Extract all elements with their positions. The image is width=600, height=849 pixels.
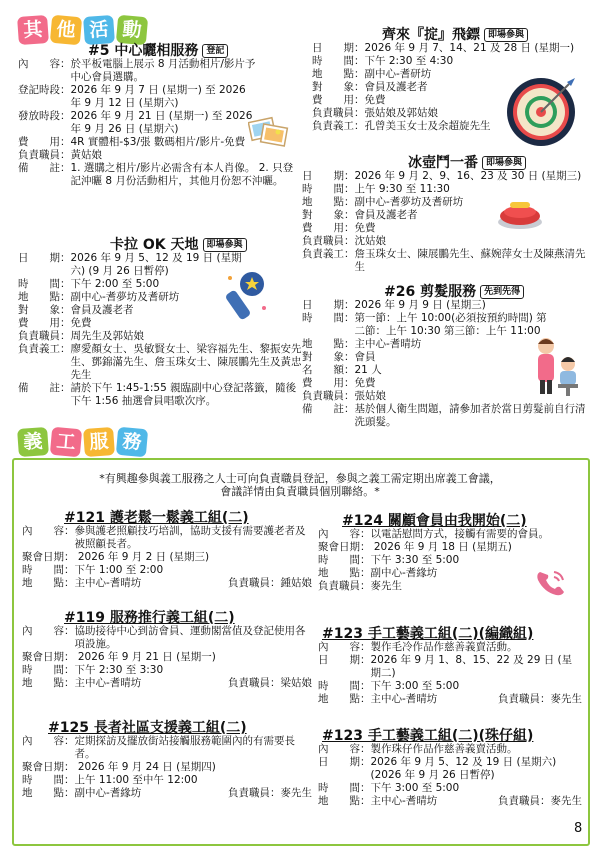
event-rows xyxy=(302,170,594,274)
row-label: 負責義工： xyxy=(18,343,71,355)
row-label: 費 用： xyxy=(18,317,71,329)
row-value: 21 人 xyxy=(354,364,382,376)
banner-char: 他 xyxy=(50,15,82,46)
row-label: 日 期： xyxy=(312,42,365,54)
banner-char: 服 xyxy=(83,427,115,457)
row-label: 內 容： xyxy=(22,735,75,747)
row-label: 日 期： xyxy=(302,299,355,311)
row-value: 副中心-耆研坊 xyxy=(364,68,432,80)
row-value: 2026 年 9 月 5、12 及 19 日 (星期六) (9 月 26 日暫停) xyxy=(70,252,242,277)
event-row xyxy=(18,149,258,162)
event-title-text: 卡拉 OK 天地 xyxy=(110,237,199,253)
row-label: 負責義工： xyxy=(302,248,355,260)
row-value: 製作珠仔作品作慈善義賣活動。 xyxy=(370,743,518,755)
row-label: 備 註： xyxy=(18,162,71,174)
row-label: 負責職員： xyxy=(302,390,355,402)
row-label: 名 額： xyxy=(302,364,355,376)
event-row xyxy=(302,196,594,209)
group-place-row xyxy=(318,795,582,808)
row-value: 於平板電腦上展示 8 月活動相片/影片予中心會員選購。 xyxy=(70,58,256,83)
photos-icon xyxy=(248,114,290,150)
row-label: 日 期： xyxy=(318,654,371,666)
event-rows xyxy=(18,58,294,188)
row-value: 下午 2:00 至 5:00 xyxy=(70,278,160,290)
group-place: 地 點：副中心-耆緣坊 xyxy=(318,567,438,579)
event-row xyxy=(18,343,302,382)
group-date: 聚會日期： 2026 年 9 月 24 日 (星期四) xyxy=(22,761,216,773)
volunteer-group-119 xyxy=(22,612,312,690)
row-value: 免費 xyxy=(354,377,376,389)
banner-char: 動 xyxy=(116,15,148,46)
event-title-text: #5 中心曬相服務 xyxy=(88,43,199,59)
curling-stone-icon xyxy=(496,194,544,230)
row-value: 4R 實體相-$3/張 數碼相片/影片-免費 xyxy=(70,136,246,148)
row-label: 對 象： xyxy=(18,304,71,316)
event-tag: 即場參與 xyxy=(482,156,526,170)
row-value: 參與護老照顧技巧培訓，協助支援有需要護老者及被照顧長者。 xyxy=(74,525,306,550)
row-label: 日 期： xyxy=(18,252,71,264)
group-place: 地 點：主中心-耆晴坊 xyxy=(318,795,438,807)
group-staff: 負責職員：麥先生 xyxy=(498,795,582,807)
event-row xyxy=(18,110,258,136)
group-title: #123 手工藝義工組(二)(珠仔組) xyxy=(322,728,534,744)
event-row xyxy=(18,136,258,149)
row-value: 張姑娘及郭姑娘 xyxy=(364,107,438,119)
group-place-row xyxy=(22,577,312,590)
event-tag: 即場參與 xyxy=(484,28,528,42)
row-value: 主中心-耆晴坊 xyxy=(354,338,422,350)
banner-char: 其 xyxy=(17,15,49,45)
row-label: 對 象： xyxy=(302,209,355,221)
row-label: 對 象： xyxy=(312,81,365,93)
row-value: 詹玉珠女士、陳展鵬先生、蘇婉萍女士及陳燕清先生 xyxy=(354,248,586,273)
row-value: 第一節：上午 10:00(必須按預約時間) 第二節：上午 10:30 第三節：上午 11:00 xyxy=(354,312,547,337)
row-label: 地 點： xyxy=(302,338,355,350)
banner-char: 活 xyxy=(83,15,115,45)
row-value: 免費 xyxy=(364,94,386,106)
event-tag: 登記 xyxy=(202,44,228,58)
group-date: 聚會日期： 2026 年 9 月 18 日 (星期五) xyxy=(318,541,512,553)
row-label: 內 容： xyxy=(318,641,371,653)
row-label: 時 間： xyxy=(312,55,365,67)
row-value: 免費 xyxy=(70,317,92,329)
row-label: 日 期： xyxy=(318,756,371,768)
volunteer-note xyxy=(14,472,586,498)
row-label: 內 容： xyxy=(318,743,371,755)
event-title xyxy=(302,285,594,299)
event-title-text: #26 剪髮服務 xyxy=(384,284,477,300)
telephone-icon xyxy=(534,568,568,598)
event-title xyxy=(312,28,592,42)
group-staff: 負責職員：麥先生 xyxy=(498,693,582,705)
event-title-text: 冰壺鬥一番 xyxy=(408,155,478,171)
banner-other-activities xyxy=(18,16,147,44)
event-row xyxy=(18,84,258,110)
group-place-row xyxy=(22,677,312,690)
row-value: 2026 年 9 月 9 日 (星期三) xyxy=(354,299,486,311)
event-row xyxy=(302,183,594,196)
row-label: 費 用： xyxy=(18,136,71,148)
event-row xyxy=(302,222,594,235)
row-label: 對 象： xyxy=(302,351,355,363)
group-date-row xyxy=(318,756,582,782)
group-content xyxy=(318,528,582,541)
volunteer-group-121 xyxy=(22,512,312,590)
row-value: 2026 年 9 月 21 日 (星期一) 至 2026 年 9 月 26 日 (星期六) xyxy=(70,110,253,135)
group-title: #123 手工藝義工組(二)(編織組) xyxy=(322,626,534,642)
row-label: 內 容： xyxy=(318,528,371,540)
row-label: 負責職員： xyxy=(302,235,355,247)
event-row xyxy=(302,235,594,248)
group-content xyxy=(318,743,582,756)
row-value: 協助接待中心到訪會員、運動閣當值及登記使用各項設施。 xyxy=(74,625,306,650)
row-value: 廖愛顏女士、吳敏賢女士、梁容福先生、黎振安先生、鄧錦滿先生、詹玉珠女士、陳展鵬先生及黃忠先生 xyxy=(70,343,302,381)
event-tag: 即場參與 xyxy=(203,238,247,252)
volunteer-group-125 xyxy=(22,722,312,800)
event-title xyxy=(18,44,298,58)
group-staff: 負責職員：鍾姑娘 xyxy=(228,577,312,589)
row-value: 1. 選購之相片/影片必需含有本人肖像。 2. 只登記沖曬 8 月份活動相片，其他月份恕不沖曬。 xyxy=(70,162,294,187)
event-tag: 先到先得 xyxy=(480,285,524,299)
row-value: 2026 年 9 月 7、14、21 及 28 日 (星期一) xyxy=(364,42,575,54)
row-value: 以電話慰問方式，接觸有需要的會員。 xyxy=(370,528,549,540)
group-time: 時 間：上午 11:00 至中午 12:00 xyxy=(22,774,198,786)
row-label: 內 容： xyxy=(22,525,75,537)
volunteer-group-123-knitting xyxy=(318,628,582,706)
row-label: 時 間： xyxy=(302,183,355,195)
row-value: 張姑娘 xyxy=(354,390,386,402)
group-staff: 負責職員：梁姑娘 xyxy=(228,677,312,689)
group-place-row xyxy=(318,693,582,706)
row-value: 副中心-耆夢坊及耆研坊 xyxy=(70,291,180,303)
row-value: 2026 年 9 月 5、12 及 19 日 (星期六) (2026 年 9 月 26 日暫停) xyxy=(370,756,557,781)
row-value: 製作毛冷作品作慈善義賣活動。 xyxy=(370,641,518,653)
row-label: 備 註： xyxy=(18,382,71,394)
event-row xyxy=(312,42,592,55)
event-curling xyxy=(302,156,594,274)
row-value: 上午 9:30 至 11:30 xyxy=(354,183,450,195)
row-value: 2026 年 9 月 7 日 (星期一) 至 2026 年 9 月 12 日 (星期六) xyxy=(70,84,246,109)
row-label: 負責義工： xyxy=(312,120,365,132)
row-value: 孔曾美玉女士及余超旋先生 xyxy=(364,120,491,132)
row-value: 會員及護老者 xyxy=(364,81,428,93)
group-time: 時 間：下午 3:30 至 5:00 xyxy=(318,554,460,566)
row-value: 2026 年 9 月 2、9、16、23 及 30 日 (星期三) xyxy=(354,170,582,182)
group-title: #121 護老鬆一鬆義工組(二) xyxy=(64,510,249,526)
row-value: 會員 xyxy=(354,351,376,363)
row-label: 地 點： xyxy=(312,68,365,80)
banner-char: 義 xyxy=(17,427,49,457)
event-title-text: 齊來『掟』飛鏢 xyxy=(382,27,480,43)
event-row xyxy=(312,55,592,68)
group-title: #125 長者社區支援義工組(二) xyxy=(48,720,247,736)
row-label: 負責職員： xyxy=(18,149,71,161)
dartboard-icon xyxy=(505,76,577,148)
group-date: 聚會日期： 2026 年 9 月 21 日 (星期一) xyxy=(22,651,216,663)
row-label: 日 期： xyxy=(302,170,355,182)
row-value: 下午 2:30 至 4:30 xyxy=(364,55,454,67)
event-row xyxy=(18,58,258,84)
group-date-row xyxy=(318,654,582,680)
group-place: 地 點：主中心-耆晴坊 xyxy=(22,677,142,689)
row-value: 會員及護老者 xyxy=(354,209,418,221)
row-label: 費 用： xyxy=(302,222,355,234)
row-value: 周先生及郭姑娘 xyxy=(70,330,144,342)
banner-volunteer-service xyxy=(18,428,147,456)
row-label: 內 容： xyxy=(22,625,75,637)
group-staff: 負責職員：麥先生 xyxy=(228,787,312,799)
event-row xyxy=(302,248,594,274)
row-label: 負責職員： xyxy=(312,107,365,119)
row-label: 負責職員： xyxy=(18,330,71,342)
group-place: 地 點：副中心-耆緣坊 xyxy=(22,787,142,799)
group-time: 時 間：下午 2:30 至 3:30 xyxy=(22,664,164,676)
group-content xyxy=(22,735,312,761)
banner-char: 務 xyxy=(116,427,148,458)
group-title: #124 關顧會員由我開始(二) xyxy=(342,513,527,529)
note-line-2: 會議詳情由負責職員個別聯絡。* xyxy=(220,485,380,498)
row-value: 2026 年 9 月 1、8、15、22 及 29 日 (星期二) xyxy=(370,654,573,679)
banner-char: 工 xyxy=(50,427,82,458)
event-title xyxy=(18,238,302,252)
page-number: 8 xyxy=(574,821,583,836)
group-date: 聚會日期： 2026 年 9 月 2 日 (星期三) xyxy=(22,551,210,563)
event-row xyxy=(302,403,594,429)
row-label: 地 點： xyxy=(18,291,71,303)
microphone-icon xyxy=(222,268,270,324)
volunteer-group-123-beads xyxy=(318,730,582,808)
event-row xyxy=(18,330,302,343)
group-place: 地 點：主中心-耆晴坊 xyxy=(22,577,142,589)
row-value: 定期探訪及擺放街站接觸服務範圍內的有需要長者。 xyxy=(74,735,295,760)
group-content xyxy=(22,625,312,651)
event-row xyxy=(18,162,298,188)
row-value: 副中心-耆夢坊及耆研坊 xyxy=(354,196,464,208)
row-value: 沈姑娘 xyxy=(354,235,386,247)
row-value: 基於個人衛生問題，請參加者於當日剪髮前自行清洗頭髮。 xyxy=(354,403,586,428)
row-label: 費 用： xyxy=(302,377,355,389)
group-time: 時 間：下午 3:00 至 5:00 xyxy=(318,680,460,692)
group-place-row xyxy=(22,787,312,800)
row-value: 會員及護老者 xyxy=(70,304,134,316)
row-label: 時 間： xyxy=(18,278,71,290)
row-label: 費 用： xyxy=(312,94,365,106)
row-value: 請於下午 1:45-1:55 親臨副中心登記落籤，隨後下午 1:56 抽選會員唱歌次序。 xyxy=(70,382,297,407)
row-value: 免費 xyxy=(354,222,376,234)
group-time: 時 間：下午 1:00 至 2:00 xyxy=(22,564,164,576)
row-label: 備 註： xyxy=(302,403,355,415)
event-row xyxy=(302,209,594,222)
event-title xyxy=(302,156,594,170)
group-title: #119 服務推行義工組(二) xyxy=(64,610,235,626)
note-line-1: *有興趣參與義工服務之人士可向負責職員登記，參與之義工需定期出席義工會議， xyxy=(99,472,501,485)
group-time: 時 間：下午 3:00 至 5:00 xyxy=(318,782,460,794)
row-value: 黃姑娘 xyxy=(70,149,102,161)
row-label: 發放時段： xyxy=(18,110,71,122)
row-label: 地 點： xyxy=(302,196,355,208)
row-label: 時 間： xyxy=(302,312,355,324)
group-content xyxy=(22,525,312,551)
event-row xyxy=(18,382,302,408)
row-label: 登記時段： xyxy=(18,84,71,96)
hairdresser-icon xyxy=(528,334,584,398)
event-row xyxy=(302,170,594,183)
event-row xyxy=(302,299,594,312)
row-label: 內 容： xyxy=(18,58,71,70)
group-content xyxy=(318,641,582,654)
group-staff: 負責職員：麥先生 xyxy=(318,580,402,592)
group-place: 地 點：主中心-耆晴坊 xyxy=(318,693,438,705)
